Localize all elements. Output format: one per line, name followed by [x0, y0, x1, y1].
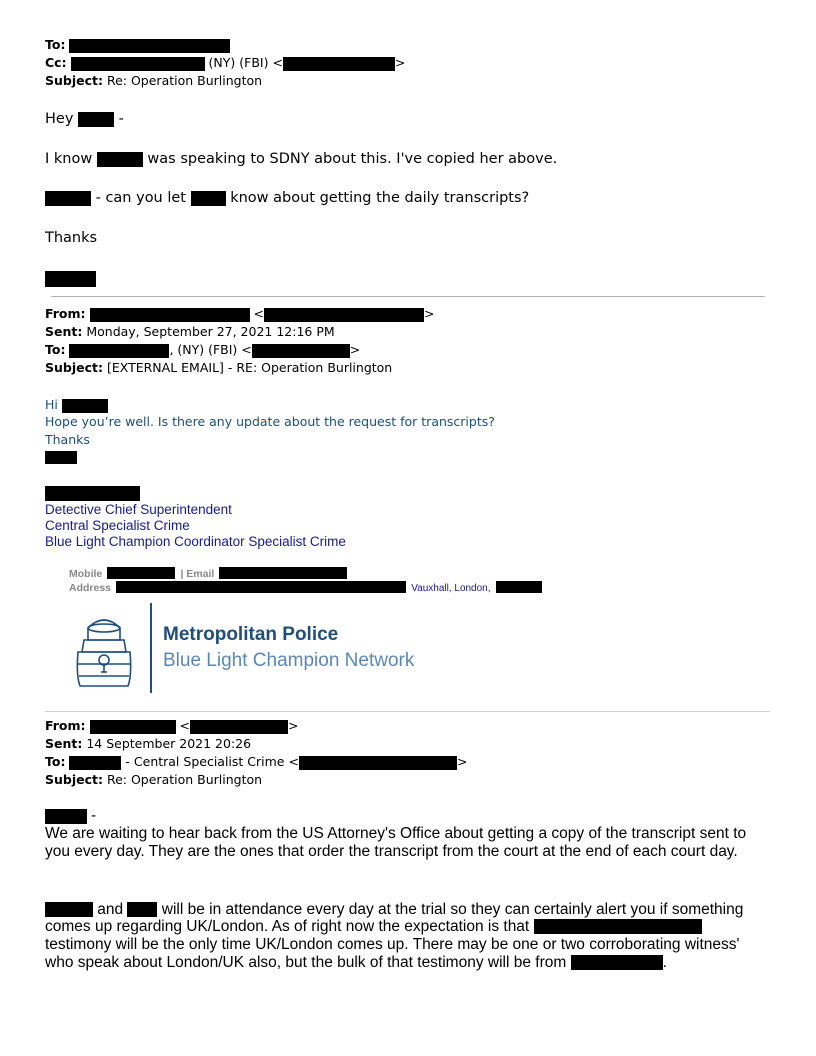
- separator: [51, 296, 765, 297]
- redaction: [90, 308, 250, 322]
- redaction: [45, 191, 91, 206]
- redaction: [90, 720, 176, 734]
- email3-para2-line4: who speak about London/UK also, but the bulk of that testimony will be from .: [45, 954, 667, 971]
- email1-thanks: Thanks: [45, 230, 98, 246]
- email3-sent-line: Sent: 14 September 2021 20:26: [45, 736, 252, 751]
- redaction: [45, 902, 93, 917]
- redaction: [252, 344, 350, 358]
- signature-name-redaction: [45, 486, 140, 501]
- redaction: [127, 902, 157, 917]
- redaction: [299, 756, 457, 770]
- email2-to-line: To: , (NY) (FBI) < >: [45, 342, 361, 357]
- subject-text: Re: Operation Burlington: [103, 73, 263, 88]
- redaction: [496, 581, 542, 593]
- redaction: [45, 451, 77, 464]
- redaction: [97, 152, 143, 167]
- redaction: [190, 720, 288, 734]
- signature-unit: Central Specialist Crime: [45, 518, 190, 533]
- logo-title: Metropolitan Police: [163, 624, 339, 645]
- signature-role: Blue Light Champion Coordinator Specialist Crime: [45, 534, 346, 549]
- blue-light-logo-icon: [66, 606, 142, 692]
- email1-greeting: Hey -: [45, 111, 124, 127]
- email3-to-line: To: - Central Specialist Crime < >: [45, 754, 468, 769]
- email3-subject-line: Subject: Re: Operation Burlington: [45, 772, 263, 787]
- email1-cc-line: Cc: (NY) (FBI) < >: [45, 55, 406, 70]
- redaction: [283, 57, 395, 71]
- signature-redaction: [45, 271, 96, 287]
- to-label: To:: [45, 37, 66, 52]
- email3-salutation: -: [45, 807, 96, 824]
- redaction: [69, 344, 169, 358]
- cc-label: Cc:: [45, 55, 67, 70]
- redaction: [534, 919, 702, 934]
- signature-contact-line: Mobile | Email: [69, 562, 347, 581]
- email2-thanks: Thanks: [45, 432, 90, 447]
- redaction: [69, 39, 230, 53]
- email3-para1-line2: you every day. They are the ones that order the transcript from the court at the end of each court day.: [45, 843, 738, 860]
- signature-address-line: Address Vauxhall, London,: [69, 576, 542, 595]
- redaction: [116, 581, 406, 593]
- redaction: [264, 308, 424, 322]
- redaction: [78, 112, 114, 127]
- logo-subtitle: Blue Light Champion Network: [163, 650, 415, 671]
- email3-para1-line1: We are waiting to hear back from the US Attorney's Office about getting a copy of the transcript sent to: [45, 825, 747, 842]
- email2-subject-line: Subject: [EXTERNAL EMAIL] - RE: Operation Burlington: [45, 360, 393, 375]
- email1-to-line: [45, 37, 230, 53]
- redaction: [69, 756, 121, 770]
- subject-label: Subject:: [45, 73, 103, 88]
- email2-body: Hope you’re well. Is there any update about the request for transcripts?: [45, 414, 495, 429]
- logo-divider: [150, 603, 152, 693]
- redaction: [45, 809, 87, 824]
- email2-hi: Hi: [45, 397, 108, 413]
- email1-subject-line: [45, 73, 262, 89]
- email3-para2-line3: testimony will be the only time UK/London comes up. There may be one or two corroborating witness': [45, 936, 740, 953]
- redaction: [71, 57, 205, 71]
- email1-line1: I know was speaking to SDNY about this. I've copied her above.: [45, 151, 558, 167]
- redaction: [571, 955, 663, 970]
- redaction: [62, 399, 108, 413]
- email3-para2-line1: and will be in attendance every day at the trial so they can certainly alert you if something: [45, 901, 743, 919]
- email3-from-line: From: < >: [45, 718, 299, 733]
- redaction: [191, 191, 226, 206]
- email2-sent-line: Sent: Monday, September 27, 2021 12:16 PM: [45, 324, 335, 339]
- email2-from-line: From: < >: [45, 306, 435, 321]
- separator: [45, 711, 770, 712]
- email3-para2-line2: comes up regarding UK/London. As of right now the expectation is that: [45, 918, 702, 936]
- email1-line2: - can you let know about getting the daily transcripts?: [45, 190, 529, 206]
- signature-title: Detective Chief Superintendent: [45, 502, 232, 517]
